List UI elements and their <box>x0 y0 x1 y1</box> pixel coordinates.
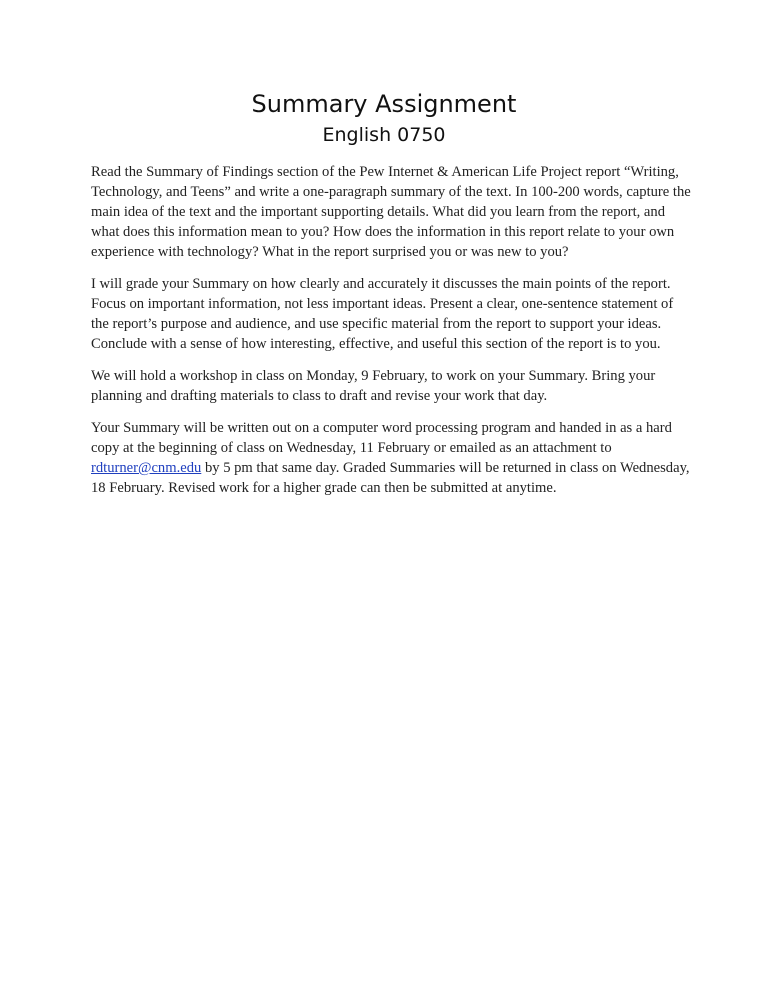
submission-text-before: Your Summary will be written out on a computer word processing program and handed in as a hard copy at the beginning of class on Wednesday, 11 February or emailed as an attachment to <box>91 420 672 456</box>
paragraph-workshop: We will hold a workshop in class on Monday, 9 February, to work on your Summary. Bring your planning and drafting materials to class to draft and revise your work that day. <box>91 368 656 404</box>
email-link[interactable]: rdturner@cnm.edu <box>91 460 202 476</box>
page-subtitle: English 0750 <box>322 124 446 146</box>
page-title: Summary Assignment <box>251 90 517 118</box>
paragraph-instructions: Read the Summary of Findings section of the Pew Internet & American Life Project report “Writing, Technology, and Teens” and write a one-paragraph summary of the text. In 100-200 words, capture the main idea of the text and the important supporting details. What did you learn from the report, and what does this information mean to you? How does the information in this report relate to your own experience with technology? What in the report surprised you or was new to you? <box>91 164 691 260</box>
paragraph-grading: I will grade your Summary on how clearly and accurately it discusses the main points of the report. Focus on important information, not less important ideas. Present a clear, one-sentence statement of the report’s purpose and audience, and use specific material from the report to support your ideas. Conclude with a sense of how interesting, effective, and useful this section of the report is to you. <box>91 276 674 352</box>
submission-text-after: by 5 pm that same day. Graded Summaries will be returned in class on Wednesday, 18 February. Revised work for a higher grade can then be submitted at anytime. <box>91 460 690 496</box>
document-body <box>91 162 691 510</box>
paragraph-submission <box>91 418 691 498</box>
